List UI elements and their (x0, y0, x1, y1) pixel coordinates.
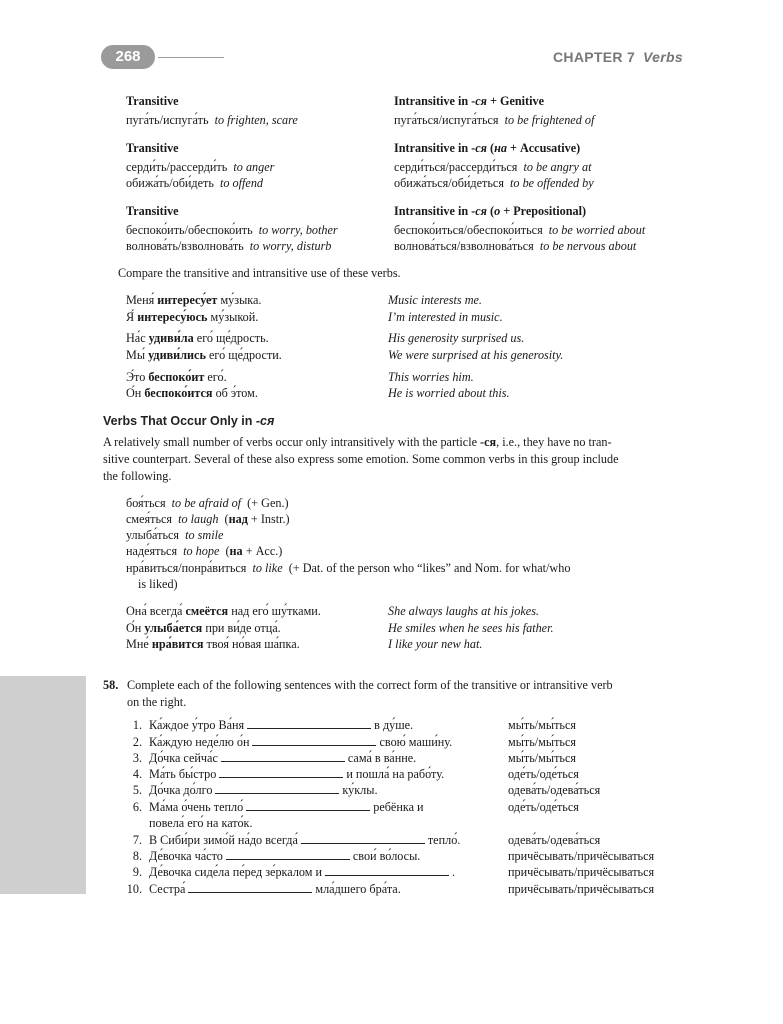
exercise-item-sentence: Ма́ма о́чень тепло́ ребёнка и (149, 800, 424, 814)
chapter-title: Verbs (643, 49, 683, 65)
example-3-translation: I like your new hat. (388, 637, 483, 651)
exercise-number: 58. (103, 678, 119, 692)
exercise-item-number: 1. (132, 718, 142, 732)
exercise-item-sentence: повела́ его́ на като́к. (149, 816, 253, 830)
exercise-item-verb: оде́ть/оде́ться (508, 800, 579, 814)
compare-translation-2: I’m interested in music. (388, 310, 503, 324)
chapter-header (553, 49, 683, 65)
verb-item-1: боя́ться to be afraid of (+ Gen.) (126, 496, 289, 510)
compare-example-3: На́с удиви́ла его́ ще́дрость. (126, 331, 269, 345)
example-1-translation: She always laughs at his jokes. (388, 604, 539, 618)
exercise-item-verb: мы́ть/мы́ться (508, 751, 576, 765)
exercise-item-sentence: Ка́ждое у́тро Ва́ня в ду́ше. (149, 718, 414, 732)
compare-translation-4: We were surprised at his generosity. (388, 348, 564, 362)
compare-example-2: Я́ интересу́юсь му́зыкой. (126, 310, 259, 324)
table-right-heading-1: Intransitive in -ся + Genitive (394, 94, 544, 108)
exercise-instructions-line-2: on the right. (127, 695, 187, 709)
paragraph-line-1: A relatively small number of verbs occur only intransitively with the particle -ся, i.e., they have no tran- (103, 435, 612, 449)
paragraph-line-3: the following. (103, 469, 172, 483)
exercise-item-sentence: Де́вочка сиде́ла пе́ред зе́ркалом и . (149, 865, 456, 879)
table-left-1a: пуга́ть/испуга́ть to frighten, scare (126, 113, 298, 127)
example-3: Мне́ нра́вится твоя́ но́вая ша́пка. (126, 637, 300, 651)
chapter-label: CHAPTER 7 (553, 49, 636, 65)
example-2: О́н улыба́ется при ви́де отца́. (126, 621, 281, 635)
table-left-3b: волнова́ть/взволнова́ть to worry, disturb (126, 239, 332, 253)
exercise-item-verb: причёсывать/причёсываться (508, 882, 655, 896)
exercise-item-number: 5. (132, 783, 142, 797)
table-left-heading-3: Transitive (126, 204, 179, 218)
page-number-badge: 268 (101, 45, 155, 69)
verb-item-5: нра́виться/понра́виться to like (+ Dat. of the person who “likes” and Nom. for what/who (126, 561, 571, 575)
exercise-item-number: 9. (132, 865, 142, 879)
exercise-item-number: 3. (132, 751, 142, 765)
table-left-heading-2: Transitive (126, 141, 179, 155)
exercise-item-sentence: До́чка сейча́с сама́ в ва́нне. (149, 751, 417, 765)
compare-intro: Compare the transitive and intransitive use of these verbs. (118, 266, 401, 280)
table-left-2a: серди́ть/рассерди́ть to anger (126, 160, 275, 174)
table-right-2b: обижа́ться/оби́деться to be offended by (394, 176, 594, 190)
exercise-item-sentence: Де́вочка ча́сто свои́ во́лосы. (149, 849, 421, 863)
compare-translation-3: His generosity surprised us. (388, 331, 525, 345)
answer-blank[interactable] (246, 801, 370, 811)
compare-translation-6: He is worried about this. (388, 386, 510, 400)
exercise-item-verb: причёсывать/причёсываться (508, 865, 655, 879)
exercise-item-number: 2. (132, 735, 142, 749)
table-right-heading-2: Intransitive in -ся (на + Accusative) (394, 141, 581, 155)
compare-translation-1: Music interests me. (388, 293, 482, 307)
exercise-item-sentence: Ма́ть бы́стро и пошла́ на рабо́ту. (149, 767, 445, 781)
exercise-item-verb: одева́ть/одева́ться (508, 783, 601, 797)
exercise-instructions-line-1: Complete each of the following sentences with the correct form of the transitive or intransitive verb (127, 678, 613, 692)
exercise-item-sentence: Сестра́ мла́дшего бра́та. (149, 882, 401, 896)
exercise-item-sentence: Ка́ждую неде́лю о́н свою́ маши́ну. (149, 735, 453, 749)
exercise-item-number: 10. (126, 882, 142, 896)
verb-item-5-cont: is liked) (138, 577, 178, 591)
exercise-item-verb: мы́ть/мы́ться (508, 718, 576, 732)
answer-blank[interactable] (221, 752, 345, 762)
answer-blank[interactable] (252, 736, 376, 746)
table-right-2a: серди́ться/рассерди́ться to be angry at (394, 160, 592, 174)
paragraph-line-2: sitive counterpart. Several of these also express some emotion. Some common verbs in this group include (103, 452, 619, 466)
table-right-1a: пуга́ться/испуга́ться to be frightened of (394, 113, 595, 127)
answer-blank[interactable] (226, 850, 350, 860)
verb-item-2: смея́ться to laugh (над + Instr.) (126, 512, 290, 526)
answer-blank[interactable] (219, 768, 343, 778)
exercise-item-verb: одева́ть/одева́ться (508, 833, 601, 847)
compare-example-1: Меня́ интересу́ет му́зыка. (126, 293, 262, 307)
example-1: Она́ всегда́ смеётся над его́ шу́тками. (126, 604, 321, 618)
exercise-item-verb: причёсывать/причёсываться (508, 849, 655, 863)
compare-example-5: Э́то беспоко́ит его́. (126, 370, 227, 384)
answer-blank[interactable] (247, 719, 371, 729)
exercise-item-number: 8. (132, 849, 142, 863)
exercise-item-number: 6. (132, 800, 142, 814)
side-tab (0, 676, 86, 894)
compare-translation-5: This worries him. (388, 370, 474, 384)
exercise-item-number: 4. (132, 767, 142, 781)
table-left-heading-1: Transitive (126, 94, 179, 108)
compare-example-4: Мы́ удиви́лись его́ ще́дрости. (126, 348, 282, 362)
table-right-heading-3: Intransitive in -ся (о + Prepositional) (394, 204, 587, 218)
table-left-3a: беспоко́ить/обеспоко́ить to worry, bother (126, 223, 338, 237)
exercise-item-sentence: До́чка до́лго ку́клы. (149, 783, 378, 797)
header-rule (158, 57, 224, 58)
exercise-item-verb: оде́ть/оде́ться (508, 767, 579, 781)
table-left-2b: обижа́ть/оби́деть to offend (126, 176, 264, 190)
section-heading: Verbs That Occur Only in -ся (103, 414, 275, 428)
answer-blank[interactable] (325, 866, 449, 876)
table-right-3a: беспоко́иться/обеспоко́иться to be worried about (394, 223, 646, 237)
verb-item-3: улыба́ться to smile (126, 528, 224, 542)
answer-blank[interactable] (301, 834, 425, 844)
exercise-item-verb: мы́ть/мы́ться (508, 735, 576, 749)
verb-item-4: наде́яться to hope (на + Acc.) (126, 544, 283, 558)
example-2-translation: He smiles when he sees his father. (388, 621, 554, 635)
answer-blank[interactable] (188, 883, 312, 893)
answer-blank[interactable] (215, 784, 339, 794)
exercise-item-sentence: В Сиби́ри зимо́й на́до всегда́ тепло́. (149, 833, 461, 847)
exercise-item-number: 7. (132, 833, 142, 847)
compare-example-6: О́н беспоко́ится об э́том. (126, 386, 258, 400)
table-right-3b: волнова́ться/взволнова́ться to be nervous about (394, 239, 637, 253)
